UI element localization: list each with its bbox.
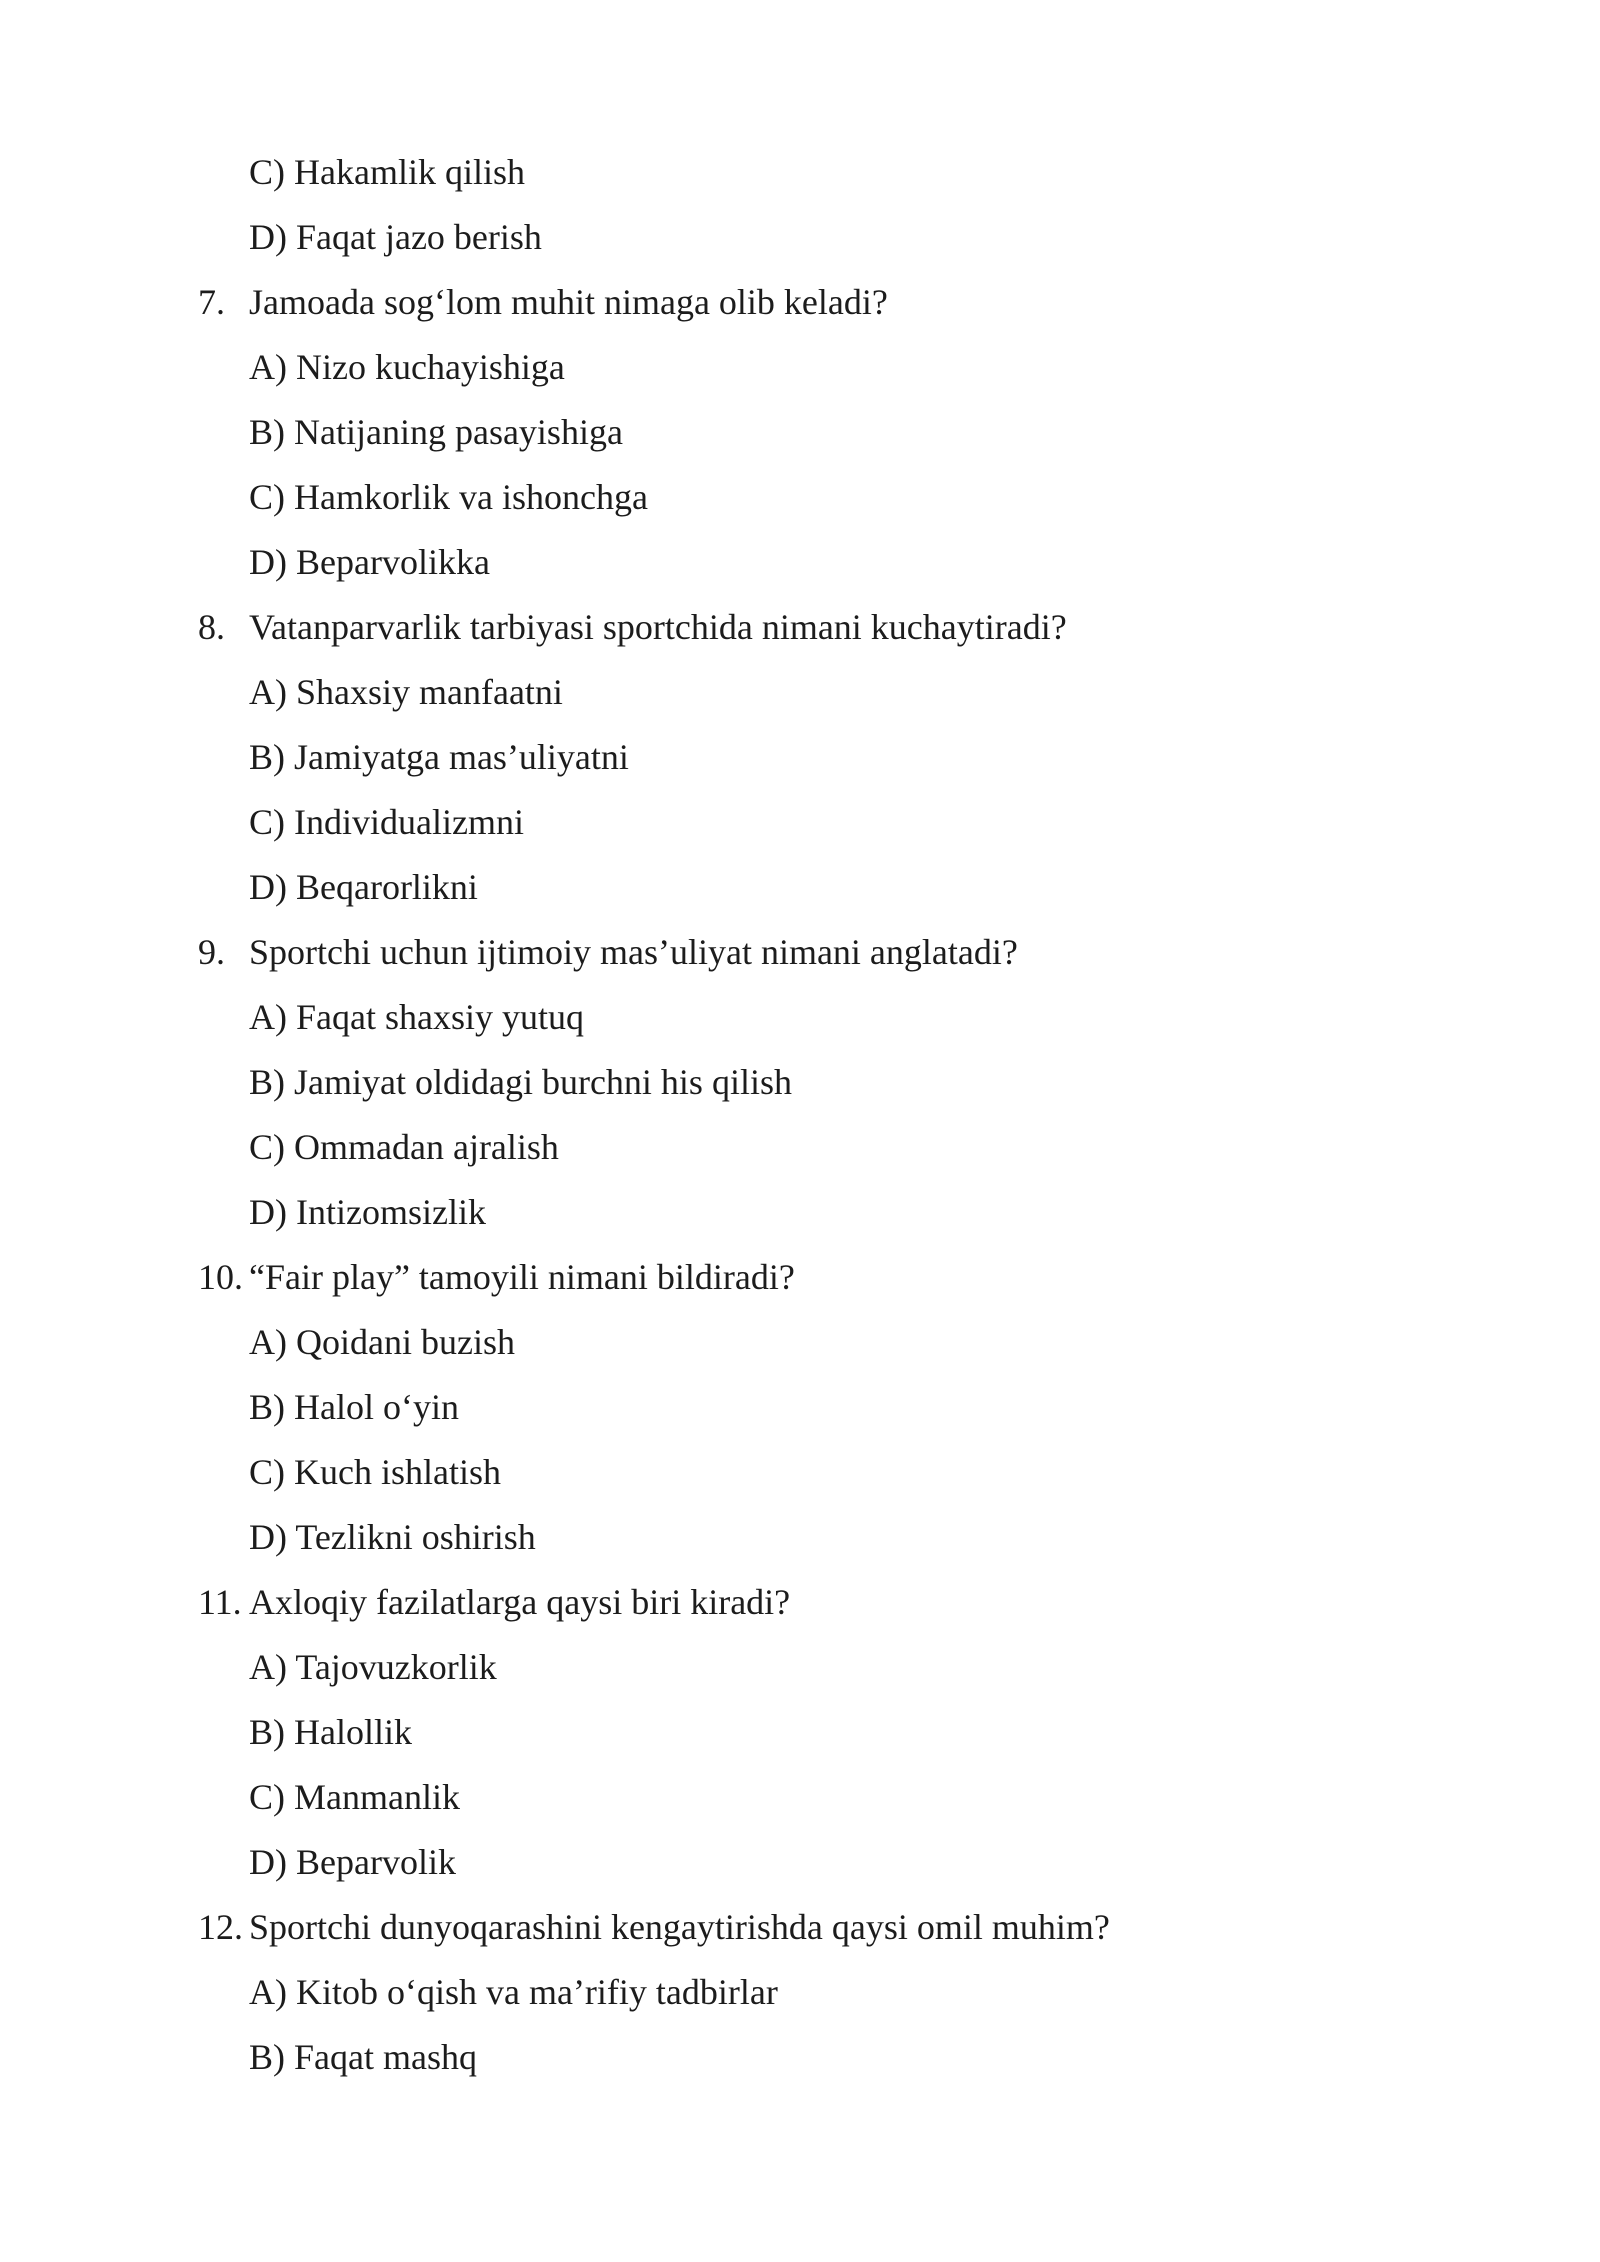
answer-option (0, 1440, 1600, 1505)
option-text: D) Beparvolikka (249, 542, 490, 582)
option-text: A) Nizo kuchayishiga (249, 347, 565, 387)
question-10 (0, 1245, 1600, 1310)
option-text: A) Kitob o‘qish va ma’rifiy tadbirlar (249, 1972, 778, 2012)
answer-option (0, 1960, 1600, 2025)
question-text: Sportchi dunyoqarashini kengaytirishda qaysi omil muhim? (249, 1907, 1110, 1947)
answer-option (0, 1830, 1600, 1895)
option-text: B) Natijaning pasayishiga (249, 412, 623, 452)
option-text: A) Shaxsiy manfaatni (249, 672, 563, 712)
question-8 (0, 595, 1600, 660)
answer-option (0, 790, 1600, 855)
option-text: C) Manmanlik (249, 1777, 460, 1817)
answer-option (0, 1635, 1600, 1700)
option-text: C) Ommadan ajralish (249, 1127, 559, 1167)
question-7 (0, 270, 1600, 335)
question-9 (0, 920, 1600, 985)
option-text: B) Jamiyatga mas’uliyatni (249, 737, 629, 777)
question-number: 10. (198, 1257, 243, 1297)
answer-option (0, 2025, 1600, 2090)
question-text: “Fair play” tamoyili nimani bildiradi? (249, 1257, 795, 1297)
answer-option (0, 985, 1600, 1050)
question-text: Axloqiy fazilatlarga qaysi biri kiradi? (249, 1582, 791, 1622)
answer-option (0, 335, 1600, 400)
answer-option (0, 1375, 1600, 1440)
answer-option (0, 1700, 1600, 1765)
answer-option (0, 725, 1600, 790)
question-text: Vatanparvarlik tarbiyasi sportchida nimani kuchaytiradi? (249, 607, 1067, 647)
question-11 (0, 1570, 1600, 1635)
option-text: C) Kuch ishlatish (249, 1452, 501, 1492)
question-text: Jamoada sog‘lom muhit nimaga olib keladi? (249, 282, 888, 322)
option-text: B) Jamiyat oldidagi burchni his qilish (249, 1062, 792, 1102)
answer-option (0, 205, 1600, 270)
question-number: 8. (198, 607, 225, 647)
answer-option (0, 1310, 1600, 1375)
question-number: 7. (198, 282, 225, 322)
answer-option (0, 660, 1600, 725)
option-text: D) Tezlikni oshirish (249, 1517, 536, 1557)
answer-option (0, 1050, 1600, 1115)
option-text: A) Tajovuzkorlik (249, 1647, 497, 1687)
answer-option (0, 855, 1600, 920)
option-text: D) Beqarorlikni (249, 867, 478, 907)
option-text: D) Beparvolik (249, 1842, 456, 1882)
option-text: D) Faqat jazo berish (249, 217, 542, 257)
answer-option (0, 530, 1600, 595)
option-text: B) Halol o‘yin (249, 1387, 459, 1427)
question-number: 12. (198, 1907, 243, 1947)
answer-option (0, 400, 1600, 465)
answer-option (0, 140, 1600, 205)
answer-option (0, 465, 1600, 530)
question-12 (0, 1895, 1600, 1960)
answer-option (0, 1505, 1600, 1570)
option-text: C) Hamkorlik va ishonchga (249, 477, 648, 517)
option-text: A) Qoidani buzish (249, 1322, 515, 1362)
option-text: C) Hakamlik qilish (249, 152, 525, 192)
question-number: 11. (198, 1582, 242, 1622)
option-text: B) Faqat mashq (249, 2037, 477, 2077)
option-text: B) Halollik (249, 1712, 412, 1752)
option-text: A) Faqat shaxsiy yutuq (249, 997, 584, 1037)
answer-option (0, 1180, 1600, 1245)
question-text: Sportchi uchun ijtimoiy mas’uliyat nimani anglatadi? (249, 932, 1018, 972)
option-text: D) Intizomsizlik (249, 1192, 486, 1232)
answer-option (0, 1115, 1600, 1180)
option-text: C) Individualizmni (249, 802, 524, 842)
question-number: 9. (198, 932, 225, 972)
quiz-content (0, 140, 1600, 2090)
answer-option (0, 1765, 1600, 1830)
